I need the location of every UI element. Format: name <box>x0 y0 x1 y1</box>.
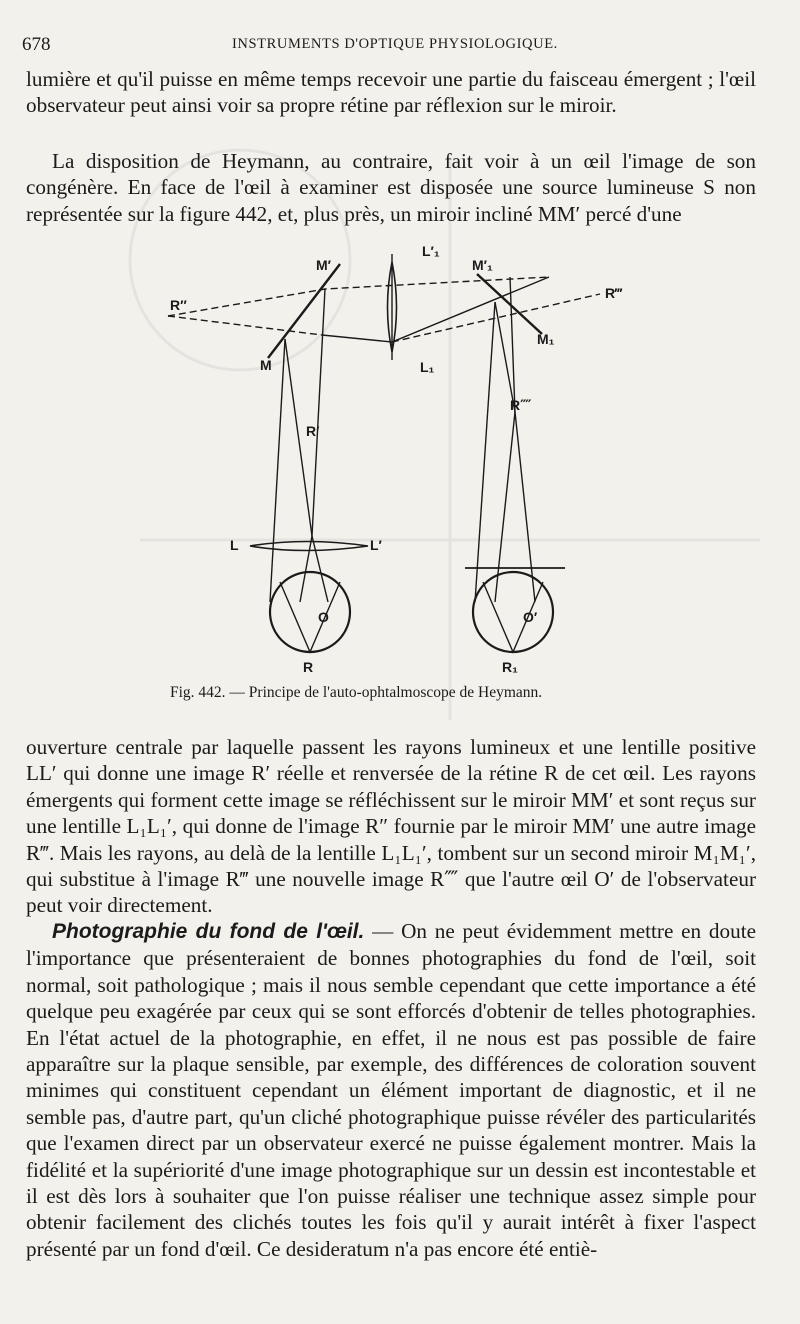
label-r: R <box>303 659 314 675</box>
paragraph-1 <box>26 66 756 119</box>
mirror-m1m1 <box>477 274 542 334</box>
upper-dashed-ray <box>168 277 549 316</box>
right-ray-2 <box>510 277 535 602</box>
paragraph-2 <box>26 148 756 227</box>
page-header <box>22 34 762 60</box>
label-m1: M₁ <box>537 331 555 347</box>
figure-442-diagram <box>150 232 630 682</box>
label-r2: R″ <box>170 297 187 313</box>
left-ray-3 <box>270 339 285 602</box>
label-r3: R‴ <box>605 285 622 301</box>
eye-o-prime <box>473 572 553 652</box>
paragraph-3 <box>26 734 756 919</box>
label-m-prime: M′ <box>316 257 332 273</box>
paragraph-2-text: La disposition de Heymann, au contraire, fait voir à un œil l'image de son congénère. En face de l'œil à examiner est disposée une source lumineuse S non représentée sur la figure 442, et, plus près, un miroir incliné MM′ percé d'une <box>26 149 756 226</box>
left-ray-1 <box>285 339 312 602</box>
running-title: INSTRUMENTS D'OPTIQUE PHYSIOLOGIQUE. <box>232 36 558 52</box>
page-number: 678 <box>22 34 51 55</box>
paragraph-4-text: — On ne peut évidemment mettre en doute l'importance que présenteraient de bonnes photographies du fond de l'œil, soit normal, soit pathologique ; mais il nous semble cependant que cette importance a été quelque peu exagérée par ceux qui se sont efforcés d'obtenir de telles photographies. En l'état actuel de la photographie, en effet, il ne nous est pas possible de faire apparaître sur la plaque sensible, par exemple, des différences de coloration souvent minimes qui constituent cependant un élément important de diagnostic, et il ne semble pas, d'autre part, qu'un cliché photographique puisse révéler des particularités que l'examen direct par un observateur exercé ne puisse également montrer. Mais la fidélité et la supériorité d'une image photographique sur un dessin est incontestable et il est dès lors à souhaiter que l'on puisse réaliser une technique assez simple pour obtenir facilement des clichés toutes les fois qu'il y aurait intérêt à fixer l'aspect présenté par un fond d'œil. Ce desideratum n'a pas encore été entiè- <box>26 919 756 1261</box>
paragraph-4 <box>26 918 756 1262</box>
label-r1: R₁ <box>502 659 518 675</box>
label-l1-prime: L′₁ <box>422 243 440 259</box>
label-r4: R⁗ <box>510 397 532 413</box>
label-o-prime: O′ <box>523 609 538 625</box>
figure-caption: Fig. 442. — Principe de l'auto-ophtalmoscope de Heymann. <box>170 684 543 701</box>
paragraph-1-text: lumière et qu'il puisse en même temps recevoir une partie du faisceau émergent ; l'œil observateur peut ainsi voir sa propre rétine par réflexion sur le miroir. <box>26 67 756 118</box>
dashed-ray-r3 <box>392 294 600 342</box>
paragraph-3-text: ouverture centrale par laquelle passent les rayons lumineux et une lentille positive LL′ qui donne une image R′ réelle et renversée de la rétine R de cet œil. Les rayons émergents qui forment cette image se réfléchissent sur le miroir MM′ et sont reçus sur une lentille L₁L₁′, qui donne de l'image R″ fournie par le miroir MM′ une autre image R‴. Mais les rayons, au delà de la lentille L₁L₁′, tombent sur un second miroir M₁M₁′, qui substitue à l'image R‴ une nouvelle image R⁗ que l'autre œil O′ de l'observateur peut voir directement. <box>26 735 756 918</box>
right-ray-3 <box>475 302 495 602</box>
mirror-mm <box>268 264 340 358</box>
label-l-prime: L′ <box>370 537 382 553</box>
label-o: O <box>318 609 329 625</box>
label-m1-prime: M′₁ <box>472 257 493 273</box>
section-title: Photographie du fond de l'œil. <box>52 920 365 943</box>
label-l1: L₁ <box>420 359 435 375</box>
paragraph-4-body <box>26 918 756 1262</box>
eye-o-rays <box>280 582 340 652</box>
label-m: M <box>260 357 272 373</box>
eye-o <box>270 572 350 652</box>
label-l: L <box>230 537 239 553</box>
label-r-prime: R′ <box>306 423 320 439</box>
